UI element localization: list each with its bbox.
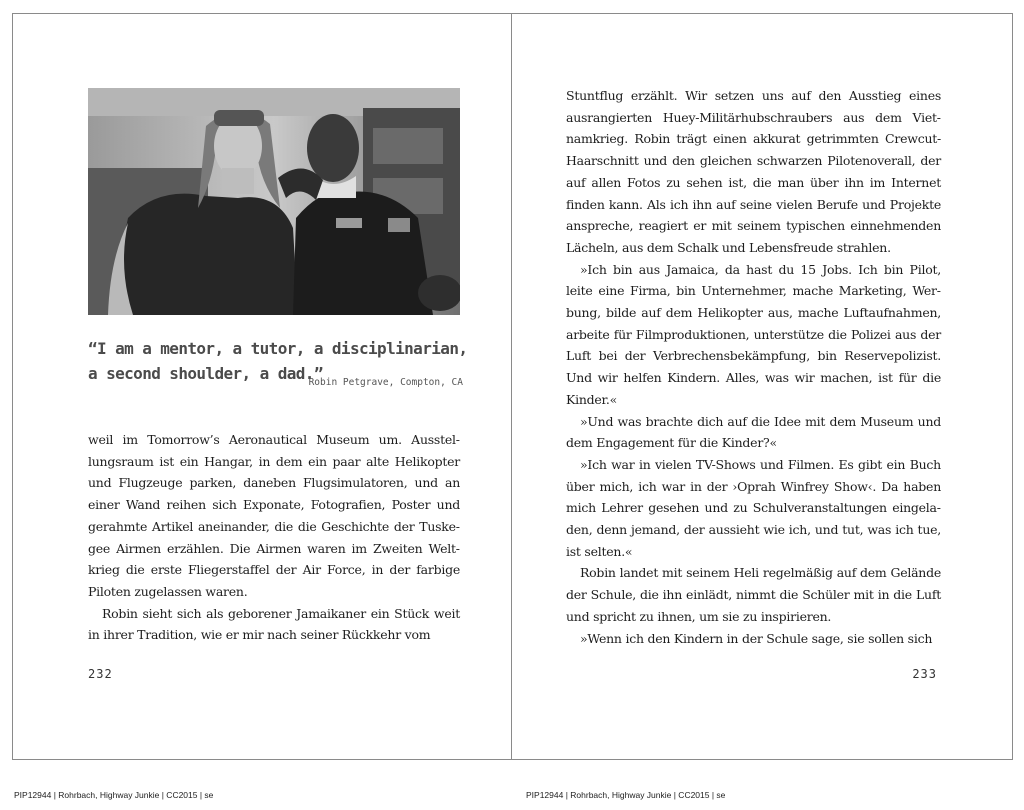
paragraph: weil im Tomorrow’s Aeronautical Museum um. Ausstellungsraum ist ein Hangar, in dem ein paar alte Helikopter und Flugzeuge parken, daneben Flugsimulatoren, und an einer Wand reihen sich Exponate, Fotografien, Poster und gerahmte Artikel aneinander, die die Geschichte der Tuskegee Airmen erzählen. Die Airmen waren im Zweiten Weltkrieg die erste Fliegerstaffel der Air Force, in der farbige Piloten zugelassen waren. xyxy=(88,432,460,599)
right-page xyxy=(511,13,1013,760)
paragraph: »Ich bin aus Jamaica, da hast du 15 Jobs. Ich bin Pilot, leite eine Firma, bin Unternehmer, mache Marketing, Werbung, bilde auf dem Helikopter aus, mache Luftaufnahmen, arbeite für Filmproduktionen, unterstütze die Polizei aus der Luft bei der Verbrechensbekämpfung, bin Reservepolizist. Und wir helfen Kindern. Alles, was wir machen, ist für die Kinder.« xyxy=(566,261,941,407)
paragraph: »Und was brachte dich auf die Idee mit dem Museum und dem Engagement für die Kinder?« xyxy=(566,413,941,451)
photo-two-pilots xyxy=(88,88,460,315)
left-page xyxy=(12,13,512,760)
paragraph: Robin sieht sich als geborener Jamaikaner ein Stück weit in ihrer Tradition, wie er mir nach seiner Rückkehr vom xyxy=(88,605,460,643)
body-text-left xyxy=(88,429,460,646)
quote-attribution: Robin Petgrave, Compton, CA xyxy=(308,377,463,388)
body-text-right xyxy=(566,85,941,649)
print-footer-right: PIP12944 | Rohrbach, Highway Junkie | CC2015 | se xyxy=(526,790,726,800)
paragraph: Stuntflug erzählt. Wir setzen uns auf den Ausstieg eines ausrangierten Huey-Militärhubschraubers aus dem Vietnamkrieg. Robin trägt einen akkurat getrimmten Crewcut-Haarschnitt und den gleichen schwarzen Pilotenoverall, der auf allen Fotos zu sehen ist, die man über ihn im Internet finden kann. Als ich ihn auf seine vielen Berufe und Projekte anspreche, reagiert er mit seinem typischen einnehmenden Lächeln, aus dem Schalk und Lebensfreude strahlen. xyxy=(566,88,941,255)
page-number-left: 232 xyxy=(88,667,113,681)
quote-line-2: a second shoulder, a dad.” xyxy=(88,364,323,383)
page-number-right: 233 xyxy=(912,667,937,681)
quote-line-1: “I am a mentor, a tutor, a disciplinarian, xyxy=(88,339,468,358)
paragraph: Robin landet mit seinem Heli regelmäßig auf dem Gelände der Schule, die ihn einlädt, nimmt die Schüler mit in die Luft und spricht zu ihnen, um sie zu inspirieren. xyxy=(566,565,941,624)
paragraph: »Ich war in vielen TV-Shows und Filmen. Es gibt ein Buch über mich, ich war in der ›Oprah Winfrey Show‹. Da haben mich Lehrer gesehen und zu Schulveranstaltungen eingeladen, denn jemand, der aussieht wie ich, und tut, was ich tue, ist selten.« xyxy=(566,456,941,559)
paragraph: »Wenn ich den Kindern in der Schule sage, sie sollen sich xyxy=(580,630,933,646)
print-footer-left: PIP12944 | Rohrbach, Highway Junkie | CC2015 | se xyxy=(14,790,214,800)
pull-quote xyxy=(88,336,468,386)
